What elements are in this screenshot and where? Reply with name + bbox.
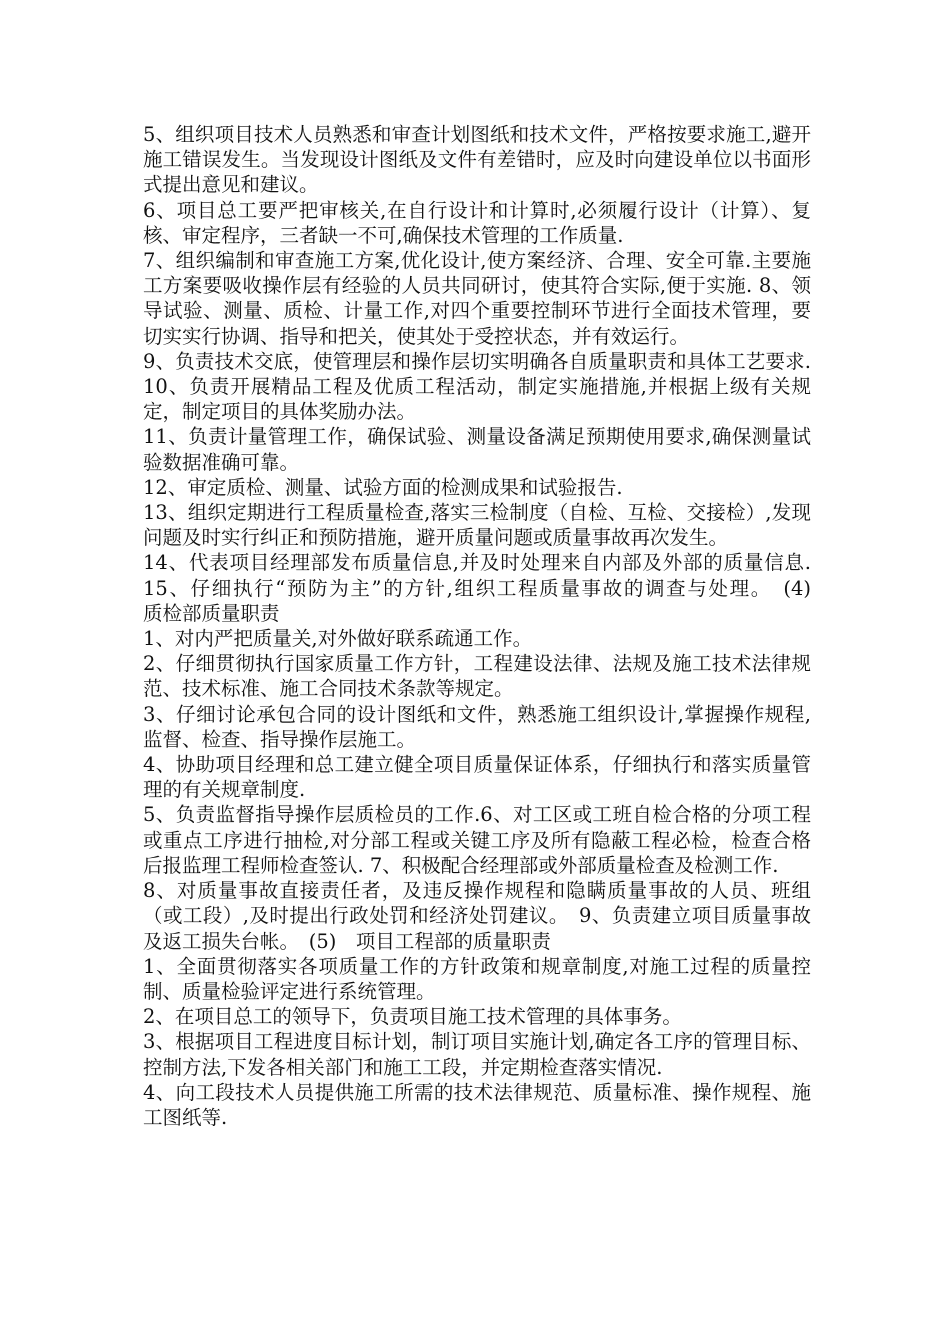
paragraph: 11、负责计量管理工作，确保试验、测量设备满足预期使用要求,确保测量试验数据准确可靠。 bbox=[143, 425, 811, 474]
paragraph: 3、仔细讨论承包合同的设计图纸和文件，熟悉施工组织设计,掌握操作规程,监督、检查、指导操作层施工。 bbox=[143, 702, 811, 751]
paragraph: 9、负责技术交底，使管理层和操作层切实明确各自质量职责和具体工艺要求. 10、负责开展精品工程及优质工程活动，制定实施措施,并根据上级有关规定，制定项目的具体奖励办法。 bbox=[143, 349, 811, 424]
paragraph: 2、在项目总工的领导下，负责项目施工技术管理的具体事务。 bbox=[143, 1005, 682, 1029]
paragraph: 3、根据项目工程进度目标计划，制订项目实施计划,确定各工序的管理目标、控制方法,下发各相关部门和施工工段，并定期检查落实情况. bbox=[143, 1030, 811, 1079]
paragraph: 7、组织编制和审查施工方案,优化设计,使方案经济、合理、安全可靠.主要施工方案要吸收操作层有经验的人员共同研讨，使其符合实际,便于实施. 8、领导试验、测量、质检、计量工作,对四个重要控制环节进行全面技术管理，要切实实行协调、指导和把关，使其处于受控状态，并有效运行。 bbox=[143, 249, 811, 348]
paragraph: 8、对质量事故直接责任者，及违反操作规程和隐瞒质量事故的人员、班组（或工段）,及时提出行政处罚和经济处罚建议。 9、负责建立项目质量事故及返工损失台帐。 (5) 项目工程部的质量职责 bbox=[143, 879, 811, 953]
paragraph: 6、项目总工要严把审核关,在自行设计和计算时,必须履行设计（计算）、复核、审定程序，三者缺一不可,确保技术管理的工作质量. bbox=[143, 198, 811, 247]
paragraph: 2、仔细贯彻执行国家质量工作方针，工程建设法律、法规及施工技术法律规范、技术标准、施工合同技术条款等规定。 bbox=[143, 652, 811, 701]
paragraph: 5、组织项目技术人员熟悉和审查计划图纸和技术文件，严格按要求施工,避开施工错误发生。当发现设计图纸及文件有差错时，应及时向建设单位以书面形式提出意见和建议。 bbox=[143, 123, 811, 197]
paragraph: 4、向工段技术人员提供施工所需的技术法律规范、质量标准、操作规程、施工图纸等. bbox=[143, 1080, 811, 1129]
document-body bbox=[143, 122, 851, 1130]
paragraph: 4、协助项目经理和总工建立健全项目质量保证体系，仔细执行和落实质量管理的有关规章制度. bbox=[143, 753, 811, 802]
paragraph: 1、对内严把质量关,对外做好联系疏通工作。 bbox=[143, 627, 533, 651]
paragraph: 1、全面贯彻落实各项质量工作的方针政策和规章制度,对施工过程的质量控制、质量检验评定进行系统管理。 bbox=[143, 954, 811, 1003]
paragraph: 14、代表项目经理部发布质量信息,并及时处理来自内部及外部的质量信息. 15、仔细执行“预防为主”的方针,组织工程质量事故的调查与处理。 (4) 质检部质量职责 bbox=[143, 551, 851, 625]
paragraph: 12、审定质检、测量、试验方面的检测成果和试验报告. bbox=[143, 475, 623, 499]
paragraph: 5、负责监督指导操作层质检员的工作.6、对工区或工班自检合格的分项工程或重点工序进行抽检,对分部工程或关键工序及所有隐蔽工程必检，检查合格后报监理工程师检查签认. 7、积极配合经理部或外部质量检查及检测工作. bbox=[143, 803, 811, 877]
paragraph: 13、组织定期进行工程质量检查,落实三检制度（自检、互检、交接检）,发现问题及时实行纠正和预防措施，避开质量问题或质量事故再次发生。 bbox=[143, 501, 811, 550]
